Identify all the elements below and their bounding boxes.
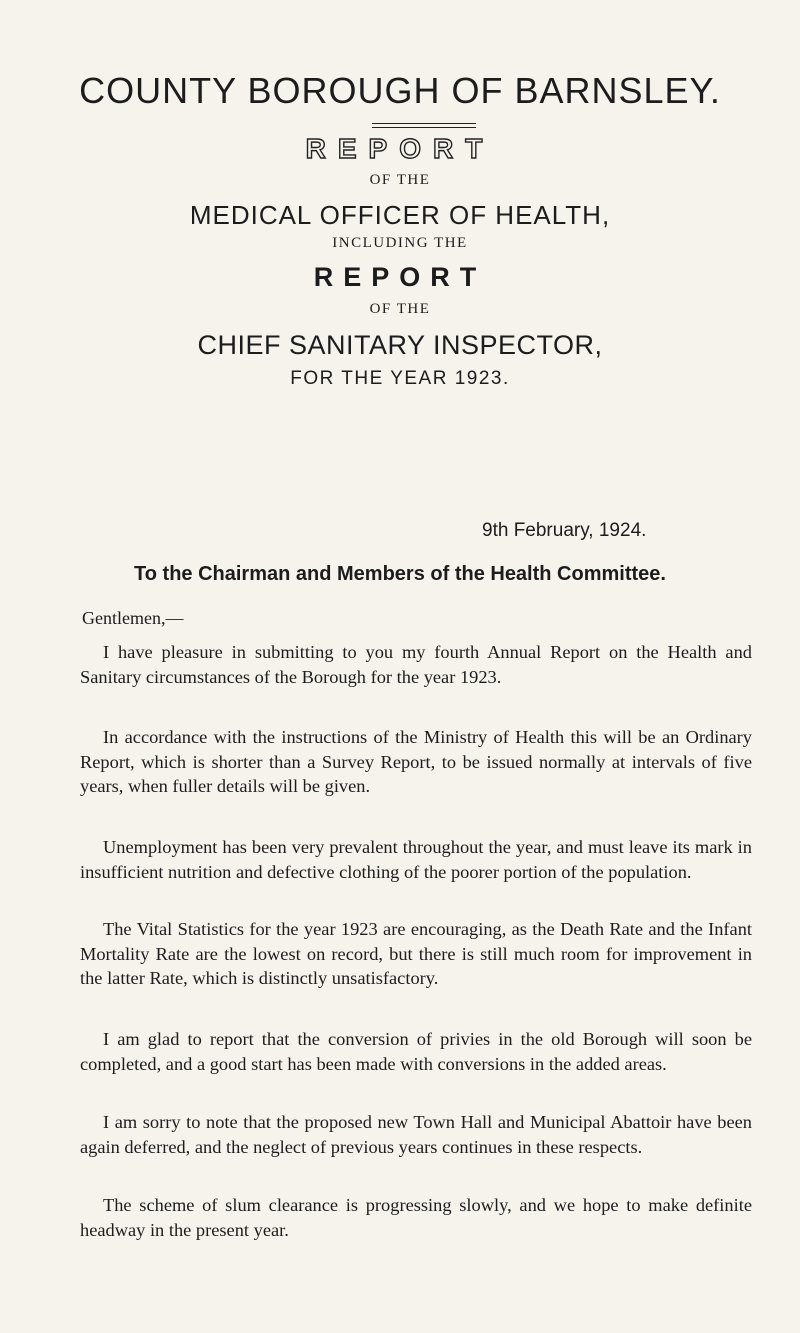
of-the-label-1: OF THE [369, 172, 431, 188]
letter-date: 9th February, 1924. [482, 520, 647, 541]
paragraph-1: I have pleasure in submitting to you my fourth Annual Report on the Health and Sanitary circumstances of the Borough for the year 1923. [80, 642, 752, 687]
medical-officer-heading: MEDICAL OFFICER OF HEALTH, [189, 200, 611, 230]
report-heading-bold: REPORT [313, 262, 487, 292]
title-rule-bottom [372, 127, 476, 128]
of-the-label-2: OF THE [369, 301, 431, 317]
paragraph-7: The scheme of slum clearance is progressing slowly, and we hope to make definite headway in the present year. [80, 1195, 752, 1240]
year-line: FOR THE YEAR 1923. [290, 368, 510, 389]
paragraph-4: The Vital Statistics for the year 1923 are encouraging, as the Death Rate and the Infant Mortality Rate are the lowest on record, but there is still much room for improvement in the latter Rate, which is distinctly unsatisfactory. [80, 919, 752, 988]
chief-sanitary-inspector-heading: CHIEF SANITARY INSPECTOR, [197, 330, 603, 360]
borough-title: COUNTY BOROUGH OF BARNSLEY. [79, 70, 721, 111]
paragraph-5: I am glad to report that the conversion of privies in the old Borough will soon be completed, and a good start has been made with conversions in the added areas. [80, 1029, 752, 1074]
report-heading-outline: REPORT [305, 133, 495, 164]
paragraph-3: Unemployment has been very prevalent throughout the year, and must leave its mark in insufficient nutrition and defective clothing of the poorer portion of the population. [80, 837, 752, 882]
salutation: To the Chairman and Members of the Health Committee. [134, 563, 666, 585]
greeting: Gentlemen,— [82, 608, 184, 628]
title-rule-top [372, 123, 476, 124]
including-the-label: INCLUDING THE [332, 235, 468, 251]
paragraph-2: In accordance with the instructions of the Ministry of Health this will be an Ordinary Report, which is shorter than a Survey Report, to be issued normally at intervals of five years, when fuller details will be given. [80, 727, 752, 796]
paragraph-6: I am sorry to note that the proposed new Town Hall and Municipal Abattoir have been again deferred, and the neglect of previous years continues in these respects. [80, 1112, 752, 1157]
